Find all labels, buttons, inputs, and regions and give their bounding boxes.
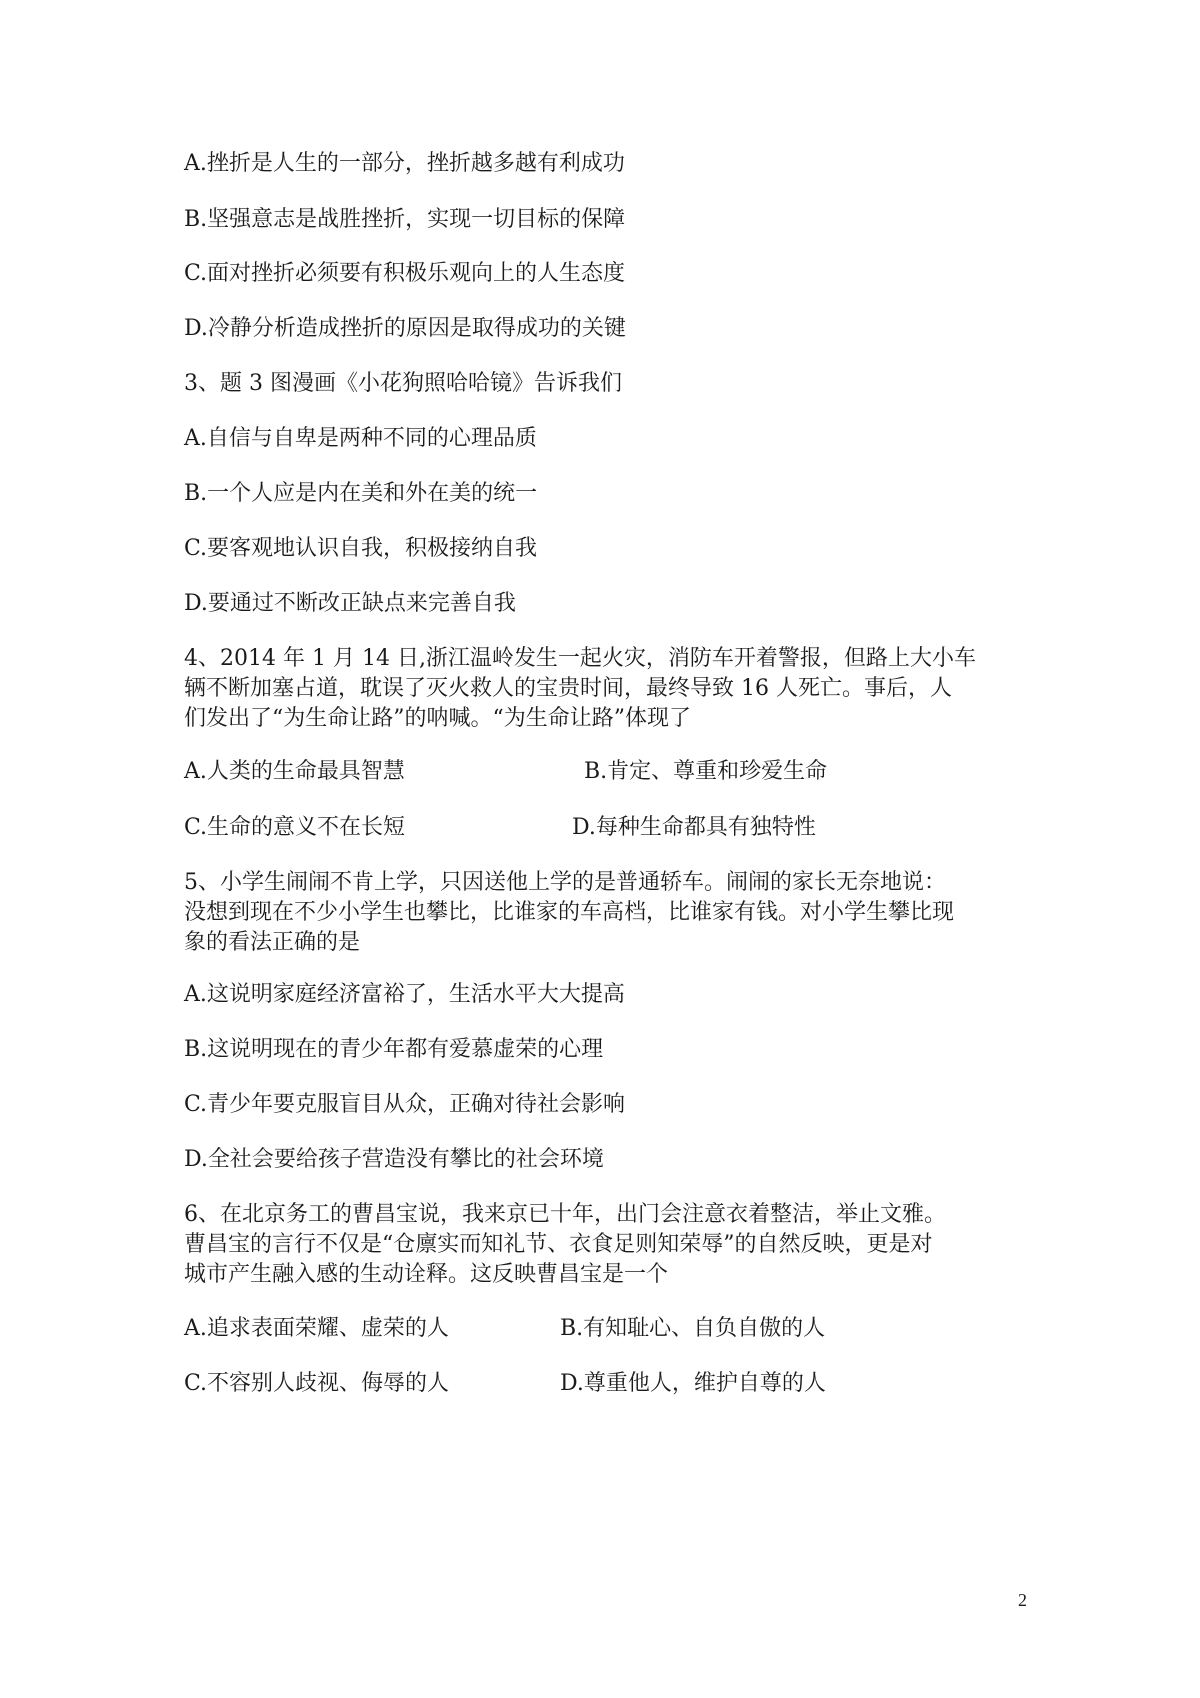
q5-stem-line-2: 没想到现在不少小学生也攀比，比谁家的车高档，比谁家有钱。对小学生攀比现 <box>184 900 955 925</box>
q5-stem-line-1: 5、小学生闹闹不肯上学，只因送他上学的是普通轿车。闹闹的家长无奈地说： <box>184 870 946 895</box>
q4-option-b: B.肯定、尊重和珍爱生命 <box>584 759 828 784</box>
q2-option-c: C.面对挫折必须要有积极乐观向上的人生态度 <box>184 261 626 286</box>
q3-option-d: D.要通过不断改正缺点来完善自我 <box>184 591 516 616</box>
q2-option-b: B.坚强意志是战胜挫折，实现一切目标的保障 <box>184 207 626 232</box>
q6-stem-line-1: 6、在北京务工的曹昌宝说，我来京已十年，出门会注意衣着整洁，举止文雅。 <box>184 1202 946 1227</box>
q4-option-a: A.人类的生命最具智慧 <box>184 759 405 784</box>
q5-option-d: D.全社会要给孩子营造没有攀比的社会环境 <box>184 1147 604 1172</box>
q3-option-c: C.要客观地认识自我，积极接纳自我 <box>184 536 538 561</box>
q3-option-a: A.自信与自卑是两种不同的心理品质 <box>184 426 537 451</box>
q4-option-d: D.每种生命都具有独特性 <box>572 815 816 840</box>
q5-option-c: C.青少年要克服盲目从众，正确对待社会影响 <box>184 1092 626 1117</box>
q4-stem-line-3: 们发出了“为生命让路”的呐喊。“为生命让路”体现了 <box>184 706 691 731</box>
q6-option-b: B.有知耻心、自负自傲的人 <box>560 1316 826 1341</box>
q6-option-c: C.不容别人歧视、侮辱的人 <box>184 1371 450 1396</box>
q6-option-a: A.追求表面荣耀、虚荣的人 <box>184 1316 449 1341</box>
q5-option-a: A.这说明家庭经济富裕了，生活水平大大提高 <box>184 982 625 1007</box>
q6-stem-line-2: 曹昌宝的言行不仅是“仓廪实而知礼节、衣食足则知荣辱”的自然反映，更是对 <box>184 1232 933 1257</box>
q5-option-b: B.这说明现在的青少年都有爱慕虚荣的心理 <box>184 1037 604 1062</box>
q3-stem: 3、题 3 图漫画《小花狗照哈哈镜》告诉我们 <box>184 371 622 396</box>
q2-option-a: A.挫折是人生的一部分，挫折越多越有利成功 <box>184 151 625 176</box>
q3-option-b: B.一个人应是内在美和外在美的统一 <box>184 481 538 506</box>
q2-option-d: D.冷静分析造成挫折的原因是取得成功的关键 <box>184 316 626 341</box>
q4-option-c: C.生命的意义不在长短 <box>184 815 406 840</box>
q4-stem-line-2: 辆不断加塞占道，耽误了灭火救人的宝贵时间，最终导致 16 人死亡。事后，人 <box>184 676 952 701</box>
q6-option-d: D.尊重他人，维护自尊的人 <box>560 1371 826 1396</box>
q5-stem-line-3: 象的看法正确的是 <box>184 930 361 955</box>
page-number: 2 <box>1018 1590 1027 1610</box>
q6-stem-line-3: 城市产生融入感的生动诠释。这反映曹昌宝是一个 <box>184 1262 669 1287</box>
q4-stem-line-1: 4、2014 年 1 月 14 日,浙江温岭发生一起火灾，消防车开着警报，但路上大小车 <box>184 646 976 671</box>
